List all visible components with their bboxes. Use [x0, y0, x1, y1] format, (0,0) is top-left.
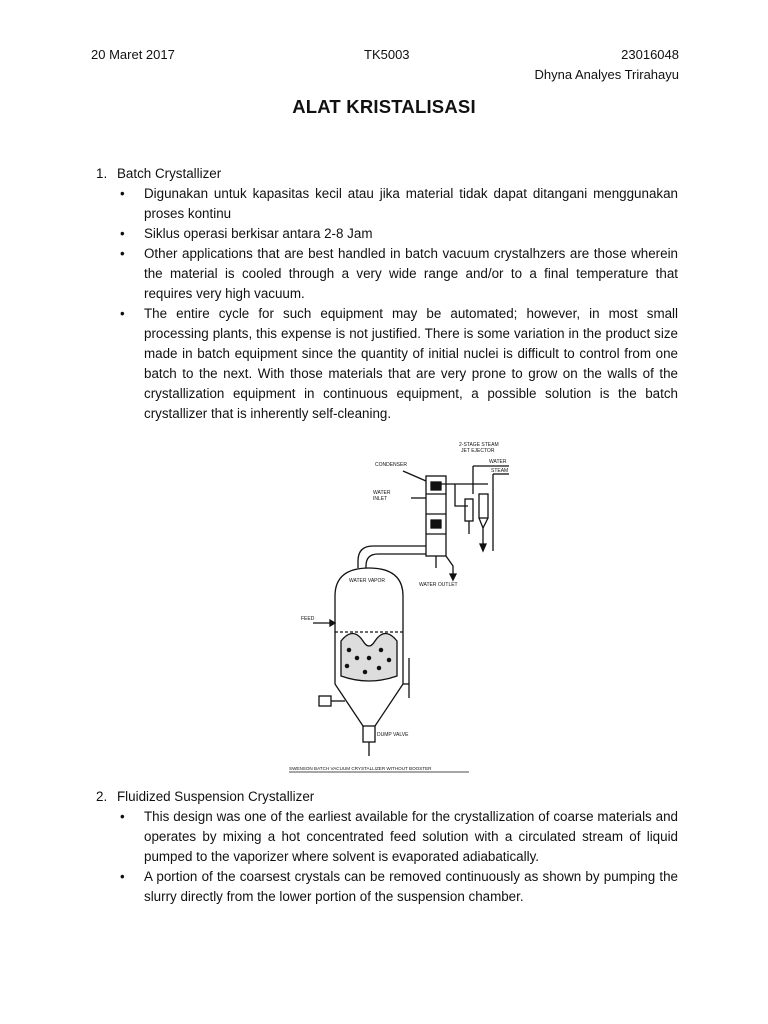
bullet-list	[96, 807, 678, 907]
list-item-text: Other applications that are best handled in batch vacuum crystalhzers are those wherein the material is cooled through a very wide range and/or to a final temperature that requires very high vacuum.	[144, 246, 678, 301]
label-dump-valve: DUMP VALVE	[377, 732, 409, 738]
list-item	[117, 304, 678, 424]
section-number: 2.	[96, 789, 108, 804]
bullet-icon: •	[120, 226, 125, 241]
section-heading	[96, 787, 678, 807]
header-date: 20 Maret 2017	[91, 47, 175, 62]
label-water-inlet: WATER	[373, 490, 391, 496]
list-item-text: This design was one of the earliest available for the crystallization of coarse materials and operates by mixing a hot concentrated feed solution with a circulated stream of liquid pumped to the vaporizer where solvent is evaporated adiabatically.	[144, 809, 678, 864]
label-ejector-2: JET EJECTOR	[461, 448, 495, 454]
section-title: Fluidized Suspension Crystallizer	[117, 789, 315, 804]
label-water: WATER	[489, 459, 507, 465]
label-water-vapor: WATER VAPOR	[349, 578, 386, 584]
section-number: 1.	[96, 166, 108, 181]
bullet-icon: •	[120, 246, 125, 261]
figure-caption: SWENSON BATCH VACUUM CRYSTALLIZER WITHOUT BOOSTER	[289, 766, 432, 771]
list-item	[117, 867, 678, 907]
bullet-icon: •	[120, 306, 125, 321]
label-water-outlet: WATER OUTLET	[419, 582, 458, 588]
condenser	[403, 471, 456, 580]
bullet-icon: •	[120, 869, 125, 884]
list-item-text: Digunakan untuk kapasitas kecil atau jika material tidak dapat ditangani menggunakan proses kontinu	[144, 186, 678, 221]
batch-crystallizer-figure	[283, 436, 515, 776]
crystallizer-vessel	[313, 568, 409, 756]
list-item	[117, 224, 678, 244]
bullet-list	[96, 184, 678, 424]
list-item-text: Siklus operasi berkisar antara 2-8 Jam	[144, 226, 373, 241]
header-student-id: 23016048	[621, 47, 679, 62]
label-steam: STEAM	[491, 468, 509, 474]
ejector-assembly	[433, 466, 509, 551]
vapor-line	[358, 546, 426, 568]
label-condenser: CONDENSER	[375, 462, 407, 468]
list-item	[117, 807, 678, 867]
list-item	[117, 184, 678, 224]
section-title: Batch Crystallizer	[117, 166, 222, 181]
bullet-icon: •	[120, 186, 125, 201]
crystallizer-diagram	[283, 436, 515, 776]
diagram-labels	[289, 442, 508, 771]
list-item-text: A portion of the coarsest crystals can be removed continuously as shown by pumping the slurry directly from the lower portion of the suspension chamber.	[144, 869, 678, 904]
label-ejector: 2-STAGE STEAM	[459, 442, 499, 448]
label-feed: FEED	[301, 616, 315, 622]
bullet-icon: •	[120, 809, 125, 824]
label-water-inlet-2: INLET	[373, 496, 388, 502]
header-student-name: Dhyna Analyes Trirahayu	[534, 67, 679, 82]
list-item-text: The entire cycle for such equipment may be automated; however, in most small processing plants, this expense is not justified. There is some variation in the product size made in batch equipment since the quantity of initial nuclei is difficult to control from one batch to the next. With those materials that are very prone to grow on the walls of the crystallization equipment in continuous equipment, a possible solution is the batch crystallizer that is inherently self-cleaning.	[144, 306, 678, 421]
header-author-block	[534, 45, 679, 85]
header-course-code: TK5003	[364, 47, 410, 62]
page-title: ALAT KRISTALISASI	[292, 96, 476, 117]
section-fluidized-suspension-crystallizer	[96, 787, 678, 907]
section-batch-crystallizer	[96, 164, 678, 424]
section-heading	[96, 164, 678, 184]
list-item	[117, 244, 678, 304]
